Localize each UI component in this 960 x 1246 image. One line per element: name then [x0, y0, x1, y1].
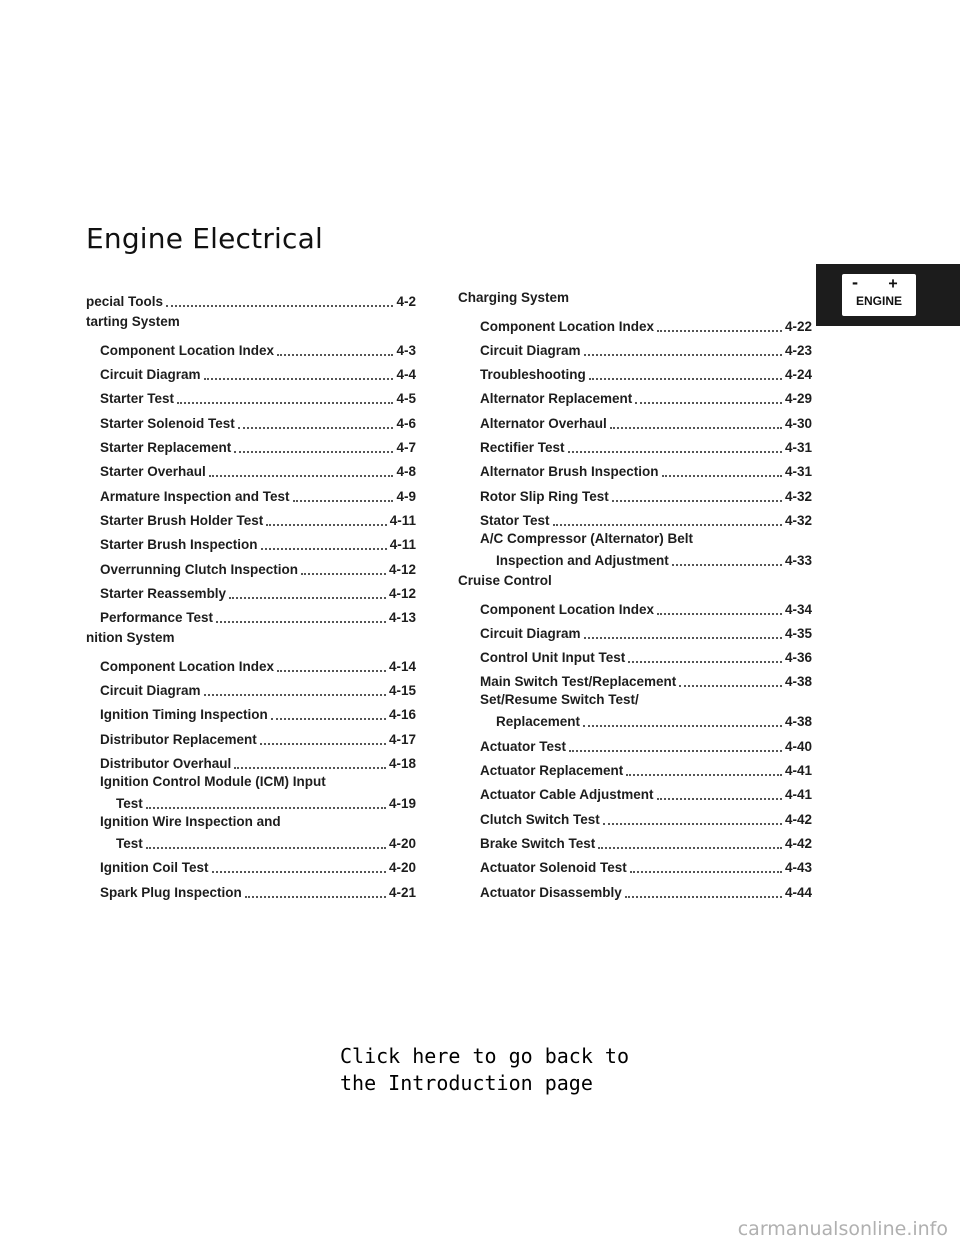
toc-left-column	[86, 286, 416, 901]
dot-leader	[177, 401, 393, 404]
toc-entry-label: Ignition Wire Inspection and	[100, 813, 281, 829]
toc-entry[interactable]	[86, 852, 416, 876]
toc-page-number: 4-15	[388, 683, 416, 699]
dot-leader	[603, 822, 782, 825]
dot-leader	[146, 846, 386, 849]
toc-page-number: 4-31	[784, 440, 812, 456]
toc-page-number: 4-24	[784, 367, 812, 383]
toc-right-column	[458, 286, 812, 901]
toc-entry-label: Armature Inspection and Test	[100, 488, 290, 504]
engine-section-badge	[816, 264, 960, 326]
toc-page-number: 4-12	[388, 585, 416, 601]
toc-entry-label: Starter Test	[100, 391, 175, 407]
toc-entry-label: Actuator Test	[480, 738, 567, 754]
toc-entry[interactable]	[86, 456, 416, 480]
toc-entry-label: Alternator Overhaul	[480, 415, 607, 431]
toc-entry[interactable]	[86, 602, 416, 626]
toc-entry[interactable]	[86, 723, 416, 747]
toc-section-heading: Cruise Control	[458, 572, 552, 588]
toc-entry[interactable]	[86, 772, 416, 812]
dot-leader	[234, 766, 386, 769]
toc-entry-label: Component Location Index	[100, 342, 274, 358]
toc-entry[interactable]	[458, 432, 812, 456]
toc-page-number: 4-16	[388, 707, 416, 723]
dot-leader	[166, 304, 393, 307]
toc-page-number: 4-29	[784, 391, 812, 407]
toc-entry-label: Distributor Replacement	[100, 731, 257, 747]
toc-page-number: 4-14	[388, 658, 416, 674]
toc-entry[interactable]	[86, 529, 416, 553]
toc-entry[interactable]	[86, 480, 416, 504]
toc-entry-label: Performance Test	[100, 610, 214, 626]
toc-page-number: 4-17	[388, 731, 416, 747]
toc-entry[interactable]	[458, 505, 812, 529]
dot-leader	[229, 596, 386, 599]
toc-entry[interactable]	[458, 779, 812, 803]
toc-entry[interactable]	[86, 407, 416, 431]
toc-entry-label: Ignition Timing Inspection	[100, 707, 268, 723]
toc-entry-label: Component Location Index	[100, 658, 274, 674]
dot-leader	[672, 563, 782, 566]
toc-entry[interactable]	[86, 748, 416, 772]
dot-leader	[216, 620, 386, 623]
toc-entry[interactable]	[86, 650, 416, 674]
dot-leader	[657, 612, 782, 615]
toc-entry-label: Ignition Coil Test	[100, 860, 209, 876]
toc-entry[interactable]	[86, 335, 416, 359]
toc-entry-label: Spark Plug Inspection	[100, 884, 242, 900]
toc-entry[interactable]	[458, 335, 812, 359]
dot-leader	[612, 499, 782, 502]
toc-entry[interactable]	[458, 310, 812, 334]
toc-entry-label-continued: Test	[116, 795, 143, 811]
toc-entry-label: Starter Brush Holder Test	[100, 512, 264, 528]
dot-leader	[212, 870, 386, 873]
toc-page-number: 4-7	[396, 440, 416, 456]
toc-entry-label: Main Switch Test/Replacement	[480, 674, 677, 690]
toc-entry[interactable]	[86, 578, 416, 602]
toc-entry[interactable]	[458, 480, 812, 504]
dot-leader	[679, 684, 782, 687]
toc-page-number: 4-9	[396, 488, 416, 504]
dot-leader	[635, 401, 782, 404]
dot-leader	[584, 353, 782, 356]
toc-entry-label: Clutch Switch Test	[480, 811, 600, 827]
toc-page-number: 4-11	[389, 512, 416, 528]
toc-entry[interactable]	[86, 286, 416, 310]
toc-entry-label: Component Location Index	[480, 601, 654, 617]
toc-entry-label: Set/Resume Switch Test/	[480, 692, 639, 708]
dot-leader	[204, 377, 394, 380]
dot-leader	[598, 846, 782, 849]
toc-section-heading: tarting System	[86, 314, 180, 330]
toc-page-number: 4-41	[784, 787, 812, 803]
toc-page-number: 4-13	[388, 610, 416, 626]
dot-leader	[266, 523, 386, 526]
toc-entry[interactable]	[458, 456, 812, 480]
toc-page-number: 4-20	[388, 860, 416, 876]
toc-entry-label: Starter Brush Inspection	[100, 537, 258, 553]
toc-entry-label: Starter Solenoid Test	[100, 415, 235, 431]
toc-entry-label: Starter Reassembly	[100, 585, 227, 601]
toc-entry[interactable]	[86, 432, 416, 456]
toc-page-number: 4-38	[784, 674, 812, 690]
toc-entry[interactable]	[86, 359, 416, 383]
dot-leader	[662, 474, 782, 477]
toc-page-number: 4-20	[388, 835, 416, 851]
toc-entry[interactable]	[86, 675, 416, 699]
toc-entry-label: Distributor Overhaul	[100, 755, 232, 771]
toc-entry[interactable]	[458, 755, 812, 779]
toc-section-heading: nition System	[86, 630, 175, 646]
dot-leader	[589, 377, 782, 380]
toc-entry[interactable]	[458, 852, 812, 876]
toc-page-number: 4-8	[396, 464, 416, 480]
dot-leader	[584, 636, 782, 639]
toc-entry[interactable]	[86, 812, 416, 852]
toc-entry[interactable]	[458, 690, 812, 730]
toc-entry-label: Starter Overhaul	[100, 464, 206, 480]
toc-entry[interactable]	[86, 383, 416, 407]
toc-entry-label: Circuit Diagram	[100, 683, 201, 699]
toc-entry[interactable]	[458, 529, 812, 569]
toc-page-number: 4-12	[388, 561, 416, 577]
toc-page-number: 4-21	[388, 884, 416, 900]
toc-page-number: 4-42	[784, 835, 812, 851]
toc-entry[interactable]	[458, 803, 812, 827]
toc-page-number: 4-41	[784, 763, 812, 779]
toc-entry[interactable]	[458, 407, 812, 431]
toc-entry-label: Control Unit Input Test	[480, 650, 626, 666]
toc-page-number: 4-34	[784, 601, 812, 617]
toc-section-heading: Charging System	[458, 290, 570, 305]
back-link-line-2: the Introduction page	[340, 1071, 593, 1095]
toc-page-number: 4-31	[784, 464, 812, 480]
toc-entry-label: Actuator Replacement	[480, 763, 624, 779]
toc-entry[interactable]	[458, 876, 812, 900]
back-to-introduction-link[interactable]	[340, 1043, 629, 1097]
toc-entry-label: Rotor Slip Ring Test	[480, 488, 609, 504]
back-link-line-1: Click here to go back to	[340, 1044, 629, 1068]
toc-page-number: 4-35	[784, 625, 812, 641]
toc-entry-label-continued: Inspection and Adjustment	[496, 552, 669, 568]
dot-leader	[260, 742, 386, 745]
toc-page-number: 4-3	[396, 342, 416, 358]
toc-entry-label: Actuator Solenoid Test	[480, 860, 627, 876]
toc-page-number: 4-18	[388, 755, 416, 771]
toc-page-number: 4-38	[784, 714, 812, 730]
toc-entry-label-continued: Replacement	[496, 714, 581, 730]
toc-entry-label: Actuator Cable Adjustment	[480, 787, 654, 803]
battery-icon	[842, 274, 916, 316]
toc-page-number: 4-32	[784, 488, 812, 504]
badge-label: ENGINE	[855, 294, 902, 308]
toc-page-number: 4-40	[784, 738, 812, 754]
toc-entry-label: Circuit Diagram	[480, 342, 581, 358]
toc-entry[interactable]	[86, 876, 416, 900]
toc-page-number: 4-30	[784, 415, 812, 431]
toc-entry[interactable]	[458, 730, 812, 754]
toc-entry[interactable]	[458, 383, 812, 407]
toc-entry[interactable]	[86, 699, 416, 723]
page-title: Engine Electrical	[86, 222, 323, 255]
dot-leader	[610, 426, 782, 429]
toc-page-number: 4-6	[396, 415, 416, 431]
toc-page-number: 4-33	[784, 552, 812, 568]
dot-leader	[553, 523, 782, 526]
toc-page-number: 4-23	[784, 342, 812, 358]
toc-entry[interactable]	[458, 618, 812, 642]
dot-leader	[245, 895, 386, 898]
toc-entry[interactable]	[458, 642, 812, 666]
toc-entry-label: Brake Switch Test	[480, 835, 596, 851]
toc-entry-label-continued: Test	[116, 835, 143, 851]
toc-entry-label: Alternator Brush Inspection	[480, 464, 659, 480]
dot-leader	[568, 450, 782, 453]
dot-leader	[271, 717, 386, 720]
dot-leader	[569, 749, 782, 752]
toc-entry-label: Circuit Diagram	[100, 367, 201, 383]
toc-page-number: 4-44	[784, 884, 812, 900]
toc-entry-label: Stator Test	[480, 512, 550, 528]
dot-leader	[209, 474, 394, 477]
dot-leader	[146, 806, 386, 809]
toc-entry[interactable]	[458, 828, 812, 852]
toc-entry-label: Actuator Disassembly	[480, 884, 622, 900]
toc-page-number: 4-42	[784, 811, 812, 827]
toc-entry-label: Overrunning Clutch Inspection	[100, 561, 299, 577]
toc-entry-label: Alternator Replacement	[480, 391, 633, 407]
dot-leader	[277, 353, 393, 356]
toc-page-number: 4-32	[784, 512, 812, 528]
toc-page-number: 4-11	[389, 537, 416, 553]
toc-entry-label: Circuit Diagram	[480, 625, 581, 641]
toc-entry-label: Starter Replacement	[100, 440, 232, 456]
dot-leader	[630, 870, 782, 873]
dot-leader	[301, 572, 386, 575]
toc-page-number: 4-22	[784, 318, 812, 334]
dot-leader	[293, 499, 394, 502]
dot-leader	[657, 329, 782, 332]
toc-entry-label: Troubleshooting	[480, 367, 586, 383]
toc-page-number: 4-19	[388, 795, 416, 811]
battery-terminals: - +	[850, 274, 908, 292]
dot-leader	[234, 450, 393, 453]
toc-entry-label: Rectifier Test	[480, 440, 565, 456]
watermark: carmanualsonline.info	[737, 1218, 948, 1240]
toc-entry[interactable]	[458, 593, 812, 617]
toc-page-number: 4-43	[784, 860, 812, 876]
dot-leader	[626, 773, 782, 776]
dot-leader	[583, 724, 782, 727]
toc-entry[interactable]	[86, 505, 416, 529]
toc-page-number: 4-4	[396, 367, 416, 383]
toc-page-number: 4-2	[396, 294, 416, 310]
toc-entry[interactable]	[86, 553, 416, 577]
toc-page-number: 4-5	[396, 391, 416, 407]
dot-leader	[261, 547, 387, 550]
dot-leader	[277, 669, 386, 672]
dot-leader	[204, 693, 386, 696]
toc-entry-label: Component Location Index	[480, 318, 654, 334]
toc-entry[interactable]	[458, 359, 812, 383]
dot-leader	[628, 660, 782, 663]
dot-leader	[238, 426, 394, 429]
toc-entry[interactable]	[458, 666, 812, 690]
dot-leader	[657, 797, 782, 800]
toc-entry-label: A/C Compressor (Alternator) Belt	[480, 530, 694, 546]
dot-leader	[625, 895, 782, 898]
toc-entry-label: Ignition Control Module (ICM) Input	[100, 773, 326, 789]
toc-page-number: 4-36	[784, 650, 812, 666]
toc-entry-label: pecial Tools	[86, 294, 164, 310]
